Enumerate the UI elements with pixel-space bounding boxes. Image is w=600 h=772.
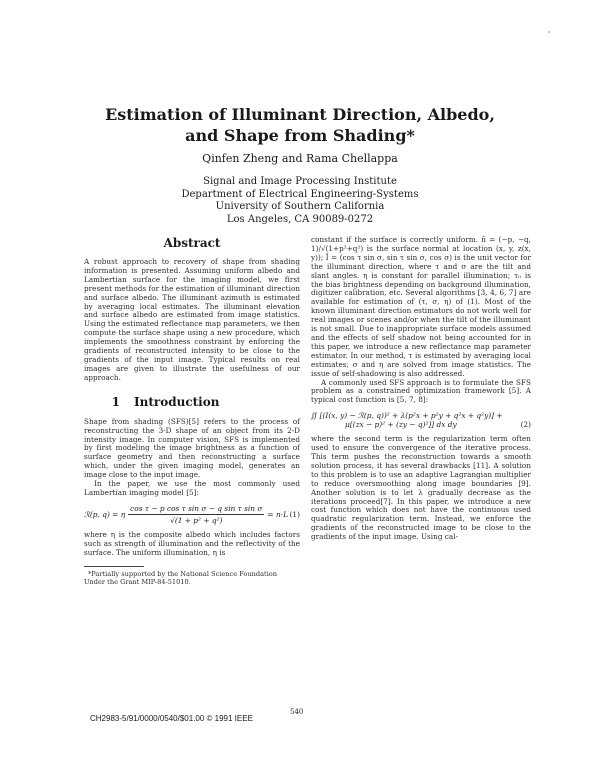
eq2-tag: (2) bbox=[520, 420, 531, 430]
left-column bbox=[84, 236, 300, 586]
eq1-fraction bbox=[128, 504, 264, 525]
eq2-line-2: μ[(zx − p)² + (zy − q)²]] dx dy bbox=[345, 420, 457, 430]
affiliation bbox=[60, 176, 540, 226]
authors: Qinfen Zheng and Rama Chellappa bbox=[202, 152, 398, 165]
footnote: *Partially supported by the National Science Foundation Under the Grant MIP-84-51010. bbox=[84, 569, 278, 586]
equation-1 bbox=[84, 504, 300, 525]
affiliation-line-3: University of Southern California bbox=[215, 201, 385, 212]
equation-2 bbox=[311, 411, 531, 429]
footnote-rule bbox=[84, 566, 144, 567]
right-paragraph-1: constant if the surface is correctly uniform. ñ = (−p, −q, 1)/√(1+p²+q²) is the surface normal at location (x, y, z(x, y)); Î = (cos τ sin σ, sin τ sin σ, cos σ) is the unit vector for the illuminant direction, where τ and σ are the tilt and slant angles. η is constant for parallel illumination; τ₀ is the bias brightness depending on background illumination, digitizer calibration, etc. Several algorithms [3, 4, 6, 7] are available for estimation of (τ, σ, η) of (1). Most of the known illuminant direction estimators do not work well for real images or scenes and/or when the tilt of the illuminant is not small. Due to inappropriate surface models assumed and the effects of self shadow not being accounted for in this paper, we introduce a new reflectance map parameter estimator. In our method, τ is estimated by averaging local estimates; σ and η are solved from image statistics. The issue of self-shadowing is also addressed. bbox=[311, 235, 531, 378]
eq1-tail: = n·L bbox=[267, 509, 288, 519]
eq1-tag: (1) bbox=[289, 509, 300, 519]
title-line-1: Estimation of Illuminant Direction, Albedo, bbox=[105, 105, 495, 124]
intro-paragraph-1: Shape from shading (SFS)[5] refers to the process of reconstructing the 3-D shape of an object from its 2-D intensity image. In computer vision, SFS is implemented by first modeling the image brightness as a function of surface geometry and then reconstructing a surface which, under the given imaging model, generates an image close to the input image. bbox=[84, 416, 300, 480]
intro-paragraph-3: where η is the composite albedo which includes factors such as strength of illumination and the reflectivity of the surface. The uniform illumination, η is bbox=[84, 529, 300, 557]
paper-title bbox=[60, 104, 540, 146]
ieee-copyright-line: CH2983-5/91/0000/0540/$01.00 © 1991 IEEE bbox=[90, 714, 253, 723]
right-column bbox=[311, 236, 531, 542]
intro-heading-row bbox=[84, 395, 300, 409]
affiliation-line-2: Department of Electrical Engineering-Systems bbox=[181, 188, 419, 200]
intro-heading: Introduction bbox=[134, 394, 220, 409]
intro-number: 1 bbox=[111, 394, 120, 409]
eq2-line-1: ∬ [(I(x, y) − ℛ(p, q))² + λ(p²x + p²y + q²x + q²y)] + bbox=[311, 411, 503, 421]
eq1-lhs: ℛ(p, q) = η bbox=[84, 509, 126, 519]
eq1-denominator: √(1 + p² + q²) bbox=[170, 515, 223, 525]
abstract-heading: Abstract bbox=[163, 236, 221, 250]
corner-mark: ' bbox=[548, 30, 551, 39]
eq1-numerator: cos τ − p cos τ sin σ − q sin τ sin σ bbox=[130, 503, 263, 513]
affiliation-line-1: Signal and Image Processing Institute bbox=[203, 176, 397, 187]
title-line-2: and Shape from Shading* bbox=[185, 126, 415, 145]
intro-paragraph-2: In the paper, we use the most commonly used Lambertian imaging model [5]: bbox=[84, 479, 300, 497]
right-paragraph-2: A commonly used SFS approach is to formulate the SFS problem as a constrained optimization framework [5]. A typical cost function is [5, 7, 8]: bbox=[311, 377, 531, 405]
abstract-text: A robust approach to recovery of shape from shading information is presented. Assuming uniform albedo and Lambertian surface for the imaging model, we first present methods for the estimation of illuminant direction and surface albedo. The illuminant azimuth is estimated by averaging local estimates. The illuminant elevation and surface albedo are estimated from image statistics. Using the estimated reflectance map parameters, we then compute the surface shape using a new procedure, which implements the smoothness constraint by enforcing the gradients of reconstructed intensity to be close to the gradients of the input image. Typical results on real images are given to illustrate the usefulness of our approach. bbox=[84, 257, 300, 382]
right-paragraph-3: where the second term is the regularization term often used to ensure the convergence of the iterative process. This term pushes the reconstruction towards a smooth solution process, it has several drawbacks [11]. A solution to this problem is to use an adaptive Lagrangian multiplier to reduce oversmoothing along image boundaries [9]. Another solution is to let λ gradually decrease as the iterations proceed[7]. In this paper, we introduce a new cost function which does not have the continuous used quadratic regularization term. Instead, we enforce the gradients of the reconstructed image to be close to the gradients of the input image. Using cal- bbox=[311, 434, 531, 542]
page-number: 540 bbox=[290, 708, 304, 716]
affiliation-line-4: Los Angeles, CA 90089-0272 bbox=[226, 213, 374, 225]
